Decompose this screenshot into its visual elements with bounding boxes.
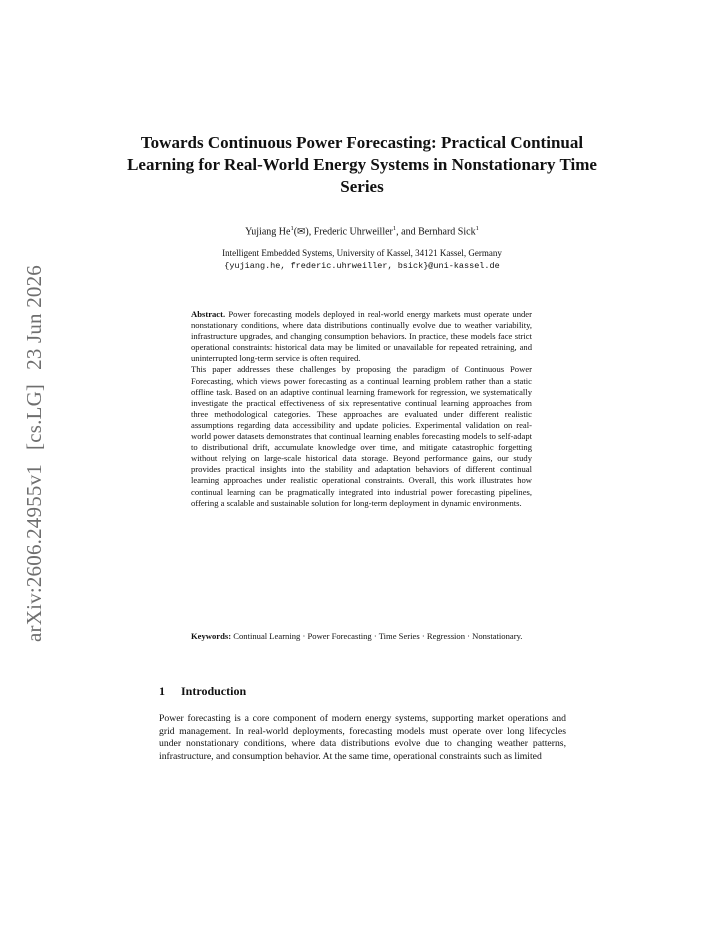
keywords-text: Continual Learning · Power Forecasting · Time Series · Regression · Nonstationary. <box>233 631 523 641</box>
abstract-label: Abstract. <box>191 309 226 319</box>
abstract-text: Power forecasting models deployed in real-world energy markets must operate under nonstationary conditions, where data distributions continually evolve due to weather variability, infrastructure upgrades, and changing consumption behaviors. In practice, these models face strict operational constraints: historical data may be limited or unavailable for repeated retraining, and uninterrupted long-term service is often required. <box>191 309 532 364</box>
arxiv-date: 23 Jun 2026 <box>22 265 46 370</box>
abstract <box>191 309 532 509</box>
section-number: 1 <box>159 684 165 698</box>
arxiv-category: [cs.LG] <box>22 383 46 450</box>
body-paragraph: Power forecasting is a core component of modern energy systems, supporting market operations and grid management. In real-world deployments, forecasting models must operate over long lifecycles under nonstationary conditions, where data distributions evolve due to changing weather patterns, infrastructure, and consumption behavior. At the same time, operational constraints such as limited <box>159 713 566 762</box>
abstract-paragraph: This paper addresses these challenges by proposing the paradigm of Continuous Power Forecasting, which views power forecasting as a continual learning problem rather than a static offline task. Based on an adaptive continual learning framework for regression, we systematically investigate the practical effectiveness of six representative continual learning approaches from three methodological categories. These approaches are evaluated under different realistic assumptions regarding data accessibility and update policies. Experimental validation on real-world power datasets demonstrates that continual learning enables forecasting models to self-adapt to distributional drift, accumulate knowledge over time, and mitigate catastrophic forgetting without relying on large-scale historical data storage. Beyond performance gains, our study provides practical insights into the stability and adaptation behaviors of different continual learning approaches under realistic operational constraints. Overall, this work illustrates how continual learning can be pragmatically integrated into industrial power forecasting pipelines, offering a scalable and sustainable solution for long-term deployment in dynamic environments. <box>191 364 532 508</box>
keywords <box>191 631 532 642</box>
author-line <box>120 222 604 239</box>
author-name: Yujiang He <box>245 226 291 238</box>
abstract-paragraph <box>191 309 532 364</box>
arxiv-identifier-stamp <box>22 251 47 642</box>
author-separator: , <box>308 226 314 238</box>
section-heading <box>159 684 579 699</box>
affiliation: Intelligent Embedded Systems, University of Kassel, 34121 Kassel, Germany <box>222 248 502 258</box>
section-title: Introduction <box>181 684 247 698</box>
corresponding-author-mark: (✉) <box>293 226 309 238</box>
arxiv-id: arXiv:2606.24955v1 <box>22 464 46 642</box>
affiliation-mark: 1 <box>475 225 479 232</box>
author-emails: {yujiang.he, frederic.uhrweiller, bsick}@uni-kassel.de <box>224 261 500 271</box>
author-separator: , and <box>396 226 419 238</box>
introduction-body <box>159 713 566 763</box>
affiliation-mark: 1 <box>290 225 294 232</box>
author-name: Bernhard Sick <box>418 226 476 238</box>
keywords-label: Keywords: <box>191 631 232 641</box>
affiliation-mark: 1 <box>392 225 397 232</box>
author-name: Frederic Uhrweiller <box>313 226 393 238</box>
paper-title: Towards Continuous Power Forecasting: Practical Continual Learning for Real-World Energy Systems in Nonstationary Time Series <box>127 133 597 196</box>
